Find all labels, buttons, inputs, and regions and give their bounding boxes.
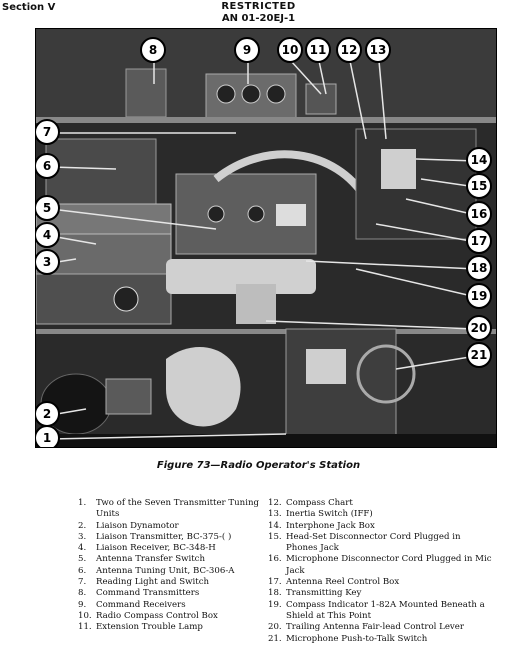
- callout-7: 7: [35, 119, 60, 145]
- legend-item: 18. Transmitting Key: [268, 588, 362, 599]
- callout-17: 17: [466, 228, 492, 254]
- legend-item: 11. Extension Trouble Lamp: [78, 622, 203, 633]
- callout-3: 3: [35, 249, 60, 275]
- radio-station-photo: [35, 28, 497, 448]
- legend-item: 1. Two of the Seven Transmitter Tuning Units: [78, 498, 259, 520]
- legend-item: 15. Head-Set Disconnector Cord Plugged in Phones Jack: [268, 531, 461, 554]
- legend-item: 7. Reading Light and Switch: [78, 577, 210, 588]
- callout-5: 5: [35, 195, 60, 221]
- callout-10: 10: [277, 37, 303, 63]
- callout-15: 15: [466, 173, 492, 199]
- legend-item: 12. Compass Chart: [268, 498, 353, 508]
- callout-11: 11: [305, 37, 331, 63]
- section-label: Section V: [2, 2, 56, 13]
- legend-item: 14. Interphone Jack Box: [268, 520, 375, 531]
- callout-4: 4: [35, 222, 60, 248]
- legend-item: 21. Microphone Push-to-Talk Switch: [268, 633, 428, 644]
- legend-item: 20. Trailing Antenna Fair-lead Control Lever: [268, 622, 464, 633]
- legend-left-column: [78, 498, 263, 634]
- legend-item: 13. Inertia Switch (IFF): [268, 509, 373, 520]
- callout-14: 14: [466, 147, 492, 173]
- callout-9: 9: [234, 37, 260, 63]
- callout-6: 6: [35, 153, 60, 179]
- callout-2: 2: [35, 401, 60, 427]
- figure-caption: Figure 73—Radio Operator's Station: [156, 460, 361, 471]
- legend-item: 10. Radio Compass Control Box: [78, 610, 218, 621]
- legend-item: 4. Liaison Receiver, BC-348-H: [78, 543, 216, 554]
- callout-19: 19: [466, 283, 492, 309]
- legend-item: 6. Antenna Tuning Unit, BC-306-A: [78, 565, 235, 576]
- restricted-label: RESTRICTED: [221, 1, 296, 12]
- legend-item: 9. Command Receivers: [78, 599, 186, 610]
- legend-right-column: [268, 498, 493, 645]
- callout-1: 1: [35, 425, 60, 448]
- legend-item: 19. Compass Indicator 1-82A Mounted Beneath a Shield at This Point: [268, 599, 485, 621]
- legend-item: 16. Microphone Disconnector Cord Plugged in Mic Jack: [268, 554, 492, 576]
- callout-18: 18: [466, 255, 492, 281]
- legend-item: 5. Antenna Transfer Switch: [78, 554, 206, 565]
- callout-21: 21: [466, 342, 492, 368]
- callout-layer: [36, 29, 496, 447]
- legend-item: 8. Command Transmitters: [78, 588, 200, 599]
- page-header: [0, 0, 517, 30]
- legend-item: 3. Liaison Transmitter, BC-375-( ): [78, 531, 232, 542]
- document-id: AN 01-20EJ-1: [221, 13, 296, 24]
- callout-16: 16: [466, 201, 492, 227]
- legend-item: 17. Antenna Reel Control Box: [268, 577, 400, 588]
- callout-12: 12: [336, 37, 362, 63]
- callout-8: 8: [140, 37, 166, 63]
- callout-20: 20: [466, 315, 492, 341]
- legend-item: 2. Liaison Dynamotor: [78, 520, 179, 531]
- callout-13: 13: [365, 37, 391, 63]
